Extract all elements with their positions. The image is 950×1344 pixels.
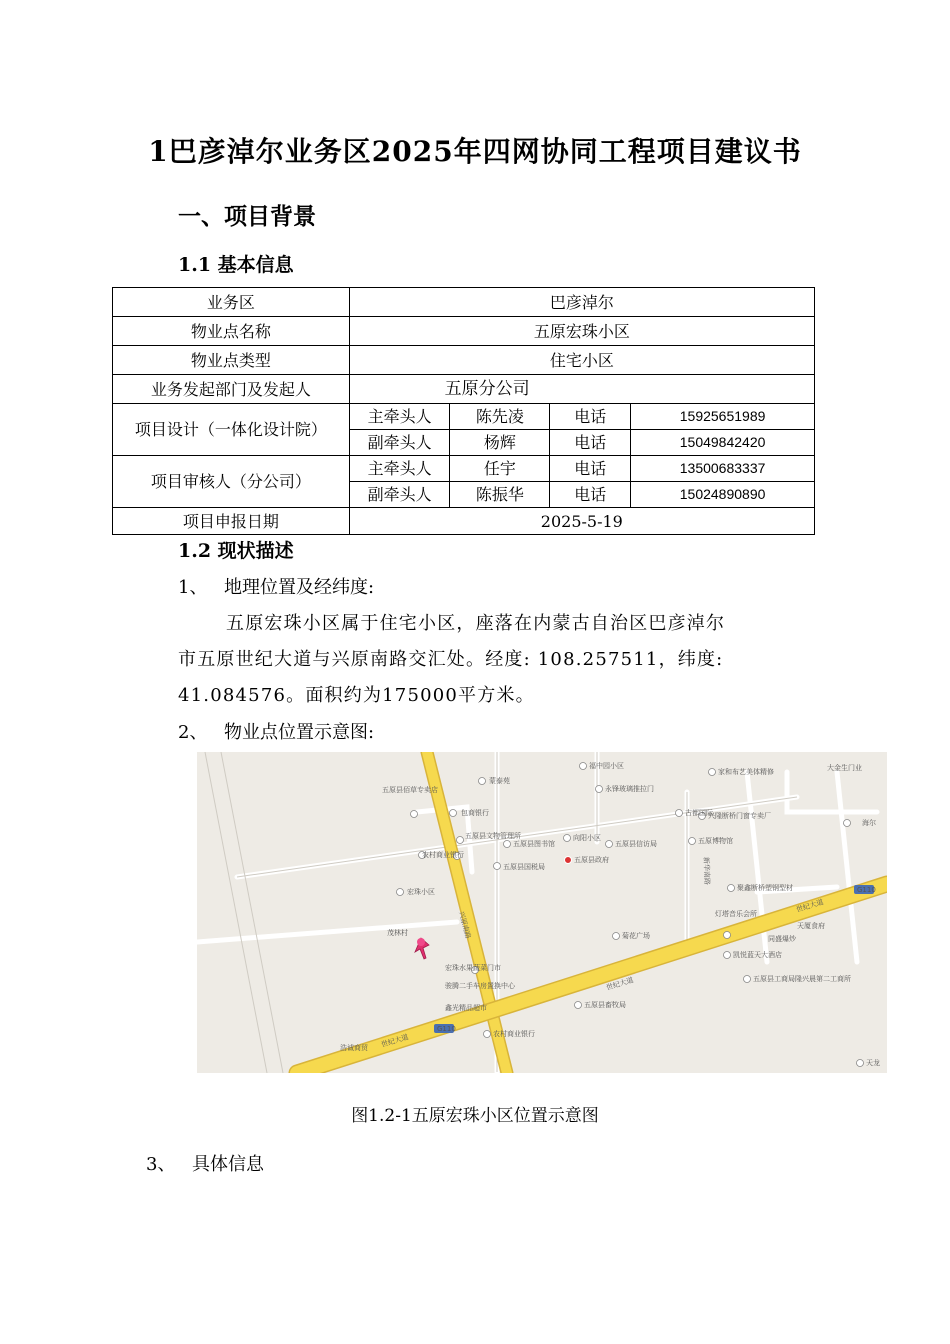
map-poi-label: 浩诚商贸 [340, 1044, 368, 1052]
map-poi-label: 农村商业银行 [422, 851, 464, 859]
table-cell: 15925651989 [631, 404, 815, 430]
map-poi-label: 五原县佰草专卖店 [382, 786, 438, 794]
table-cell: 13500683337 [631, 456, 815, 482]
table-cell: 主牵头人 [349, 456, 450, 482]
map-poi-label: 包商银行 [461, 809, 489, 817]
highway-shield: G110 [857, 886, 876, 894]
road-label: 世纪大道 [380, 1033, 410, 1049]
map-canvas [197, 752, 887, 1073]
subsection-heading-status: 1.2 现状描述 [178, 540, 294, 562]
map-poi-label: 天龙 [866, 1059, 880, 1067]
paragraph-line: 五原宏珠小区属于住宅小区，座落在内蒙古自治区巴彦淖尔 [226, 613, 726, 634]
table-cell: 副牵头人 [349, 482, 450, 508]
table-cell: 项目设计（一体化设计院） [113, 404, 350, 456]
map-poi-label: 茂林村 [387, 929, 408, 937]
map-poi-label: 聚鑫断桥塑钢型材 [737, 884, 793, 892]
road-label: 兴原南路 [457, 910, 473, 940]
map-poi-label: 菊花广场 [622, 932, 650, 940]
map-poi-label: 五原县文物管理所 [465, 832, 521, 840]
map-poi-label: 家和布艺美体精修 [718, 768, 774, 776]
map-poi-label: 五原县畜牧局 [584, 1001, 626, 1009]
table-cell: 电话 [550, 482, 631, 508]
table-cell: 15024890890 [631, 482, 815, 508]
map-poi-label: 五原县国税局 [503, 863, 545, 871]
list-item [178, 718, 374, 744]
map-poi-label: 福中园小区 [589, 762, 624, 770]
document-title: 1巴彦淖尔业务区2025年四网协同工程项目建议书 [148, 135, 802, 168]
list-number: 2、 [178, 722, 208, 743]
map-poi-label: 同盛爆炒 [768, 935, 796, 943]
table-cell: 陈振华 [450, 482, 550, 508]
map-poi-label: 鑫光精品超市 [445, 1004, 487, 1012]
table-cell: 电话 [550, 404, 631, 430]
location-paragraph [178, 606, 808, 714]
list-text: 物业点位置示意图: [224, 722, 375, 743]
table-cell: 五原分公司 [349, 375, 814, 404]
table-cell: 副牵头人 [349, 430, 450, 456]
table-cell: 巴彦淖尔 [349, 288, 814, 317]
table-row [113, 404, 815, 430]
map-poi-label: 海尔 [862, 819, 876, 827]
table-cell: 任宇 [450, 456, 550, 482]
table-cell: 项目申报日期 [113, 508, 350, 535]
map-poi-label: 农村商业银行 [493, 1030, 535, 1038]
map-poi-label: 天厦食府 [797, 922, 825, 930]
table-cell: 住宅小区 [349, 346, 814, 375]
table-row [113, 456, 815, 482]
section-heading: 一、项目背景 [178, 203, 316, 230]
table-cell: 15049842420 [631, 430, 815, 456]
map-poi-label: 蒙泰苑 [489, 777, 510, 785]
list-item [146, 1150, 264, 1176]
table-cell: 杨辉 [450, 430, 550, 456]
map-poi-label: 向阳小区 [573, 834, 601, 842]
table-cell: 电话 [550, 430, 631, 456]
list-item [178, 573, 374, 599]
table-row [113, 317, 815, 346]
map-poi-label: 五原县图书馆 [513, 840, 555, 848]
location-map [197, 752, 887, 1073]
table-row [113, 346, 815, 375]
map-poi-label: 宏珠水果蔬菜门市 [445, 964, 501, 972]
map-poi-label: 灯塔音乐会所 [715, 910, 757, 918]
map-poi-label: 永锋玻璃推拉门 [605, 785, 654, 793]
table-cell: 物业点类型 [113, 346, 350, 375]
table-row [113, 288, 815, 317]
highway-shield: G110 [437, 1025, 456, 1033]
list-text: 地理位置及经纬度: [224, 577, 375, 598]
table-cell: 物业点名称 [113, 317, 350, 346]
map-poi-label: 兴隆断桥门窗专卖厂 [708, 812, 771, 820]
figure-caption: 图1.2-1五原宏珠小区位置示意图 [351, 1106, 599, 1126]
table-cell: 五原宏珠小区 [349, 317, 814, 346]
list-number: 3、 [146, 1154, 176, 1175]
list-text: 具体信息 [192, 1154, 264, 1175]
table-cell: 主牵头人 [349, 404, 450, 430]
table-cell: 陈先凌 [450, 404, 550, 430]
subsection-heading-basic-info: 1.1 基本信息 [178, 254, 294, 276]
road-label: 世纪大道 [605, 976, 635, 992]
paragraph-line: 市五原世纪大道与兴原南路交汇处。经度: 108.257511，纬度: [178, 649, 724, 670]
paragraph-line: 41.084576。面积约为175000平方米。 [178, 685, 535, 706]
table-row [113, 375, 815, 404]
map-poi-label: 古都国际 [685, 809, 713, 817]
list-number: 1、 [178, 577, 208, 598]
map-poi-label: 五原博物馆 [698, 837, 733, 845]
table-cell: 电话 [550, 456, 631, 482]
map-poi-label: 大金生门业 [827, 764, 862, 772]
table-cell: 业务发起部门及发起人 [113, 375, 350, 404]
map-poi-label: 五原县政府 [574, 856, 609, 864]
table-cell: 业务区 [113, 288, 350, 317]
table-cell: 项目审核人（分公司） [113, 456, 350, 508]
road-label: 新华南路 [702, 856, 711, 886]
table-row [113, 508, 815, 535]
table-cell: 2025-5-19 [349, 508, 814, 535]
map-poi-label: 凯悦蓝天大酒店 [733, 951, 782, 959]
road-label: 世纪大道 [795, 898, 825, 914]
map-poi-label: 骏腾二手车房置换中心 [445, 982, 515, 990]
basic-info-table [112, 287, 815, 535]
map-poi-label: 宏珠小区 [407, 888, 435, 896]
map-poi-label: 五原县工商局隆兴晨第二工商所 [753, 975, 851, 983]
map-poi-label: 五原县信访局 [615, 840, 657, 848]
